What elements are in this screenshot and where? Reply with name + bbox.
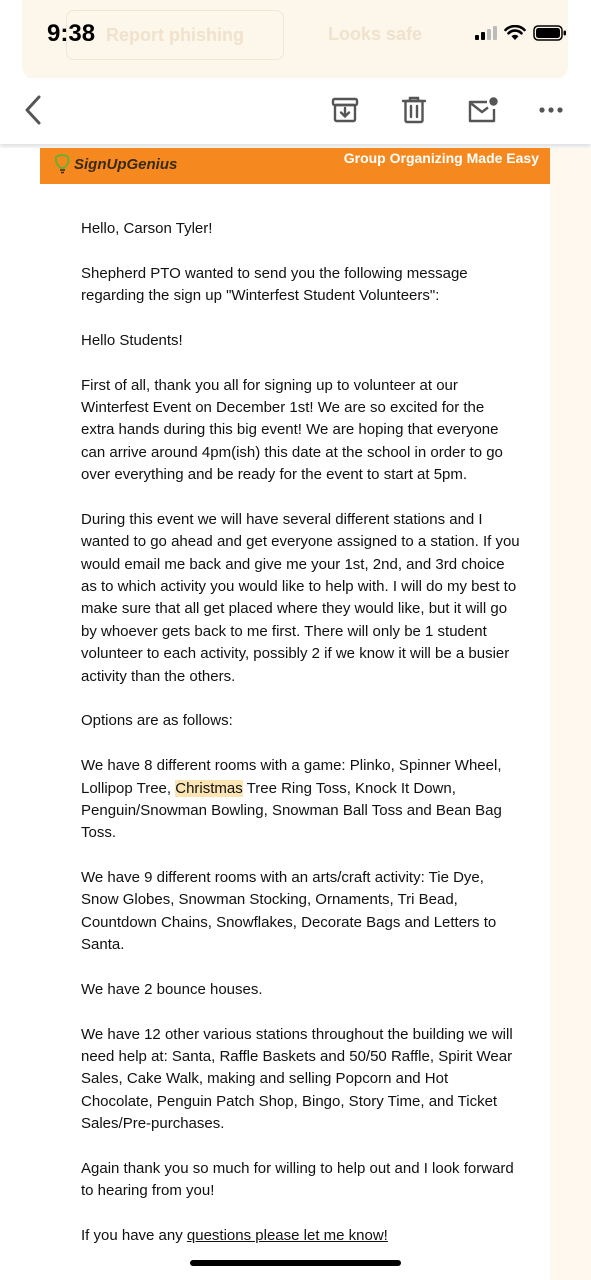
- status-icons: [475, 25, 567, 41]
- archive-icon: [331, 96, 359, 124]
- other-stations-paragraph: We have 12 other various stations throughout the building we will need help at: Santa, Raffle Baskets and 50/50 Raffle, Spirit Wear Sales, Cake Walk, making and selling Popcorn and Hot Chocolate, Penguin Patch Shop, Bingo, Story Time, and Ticket Sales/Pre-purchases.: [81, 1025, 513, 1133]
- more-horizontal-icon: [538, 106, 564, 114]
- closing-text: If you have any: [81, 1227, 187, 1245]
- greeting: Hello, Carson Tyler!: [81, 220, 213, 237]
- cellular-signal-icon: [475, 26, 497, 40]
- email-body: [81, 218, 521, 1270]
- more-button[interactable]: [534, 93, 568, 127]
- logo-text: SignUpGenius: [74, 155, 178, 173]
- intro-paragraph: Shepherd PTO wanted to send you the following message regarding the sign up "Winterfest Student Volunteers":: [81, 264, 468, 305]
- signupgenius-header: [40, 148, 550, 184]
- bounce-paragraph: We have 2 bounce houses.: [81, 980, 263, 998]
- paragraph-arrival: First of all, thank you all for signing up to volunteer at our Winterfest Event on December 1st! We are so excited for the extra hands during this big event! We are hoping that everyone can arrive around 4pm(ish) this date at the school in order to go over everything and be ready for the event to start at 5pm.: [81, 376, 503, 484]
- status-time: 9:38: [47, 20, 96, 47]
- report-phishing-button[interactable]: Report phishing: [66, 10, 284, 60]
- delete-button[interactable]: [397, 93, 431, 127]
- thanks-paragraph: Again thank you so much for willing to help out and I look forward to hearing from you!: [81, 1159, 514, 1200]
- mark-unread-button[interactable]: [466, 93, 500, 127]
- options-heading: Options are as follows:: [81, 712, 233, 730]
- home-indicator[interactable]: [190, 1260, 401, 1266]
- chevron-left-icon: [23, 95, 43, 125]
- crafts-paragraph: We have 9 different rooms with an arts/craft activity: Tie Dye, Snow Globes, Snowman Stocking, Ornaments, Tri Bead, Countdown Chains, Snowflakes, Decorate Bags and Letters to Santa.: [81, 869, 497, 954]
- back-button[interactable]: [16, 93, 50, 127]
- right-margin: [550, 148, 591, 1280]
- closing-underlined: questions please let me know!: [186, 1227, 388, 1245]
- status-bar: [0, 0, 591, 70]
- paragraph-stations: During this event we will have several different stations and I wanted to go ahead and get everyone assigned to a station. If you would email me back and give me your 1st, 2nd, and 3rd choice as to which activity you would like to help with. I will do my best to make sure that all get placed where they would like, but it will go by whoever gets back to me first. There will only be 1 student volunteer to each activity, possibly 2 if we know it will be a busier activity than the others.: [81, 510, 520, 685]
- games-text-1: We have 8 different rooms with a game: Plinko, Spinner Wheel, Lollipop Tree,: [81, 757, 502, 797]
- lightbulb-icon: [52, 154, 72, 174]
- search-highlight: Christmas: [175, 779, 243, 797]
- games-text-2: Tree Ring Toss, Knock It Down, Penguin/Snowman Bowling, Snowman Ball Toss and Bean Bag Toss.: [81, 779, 502, 842]
- archive-button[interactable]: [328, 93, 362, 127]
- hello-line: Hello Students!: [81, 331, 183, 349]
- email-toolbar: [0, 78, 591, 144]
- wifi-icon: [504, 25, 526, 41]
- battery-icon: [533, 25, 567, 41]
- brand-tagline: Group Organizing Made Easy: [343, 150, 539, 166]
- looks-safe-button[interactable]: Looks safe: [327, 23, 423, 44]
- trash-icon: [400, 95, 428, 125]
- signupgenius-logo[interactable]: [52, 154, 177, 174]
- closing-line: [81, 1225, 521, 1247]
- left-margin: [0, 148, 40, 1280]
- games-paragraph: [81, 755, 521, 845]
- mark-unread-icon: [467, 96, 499, 124]
